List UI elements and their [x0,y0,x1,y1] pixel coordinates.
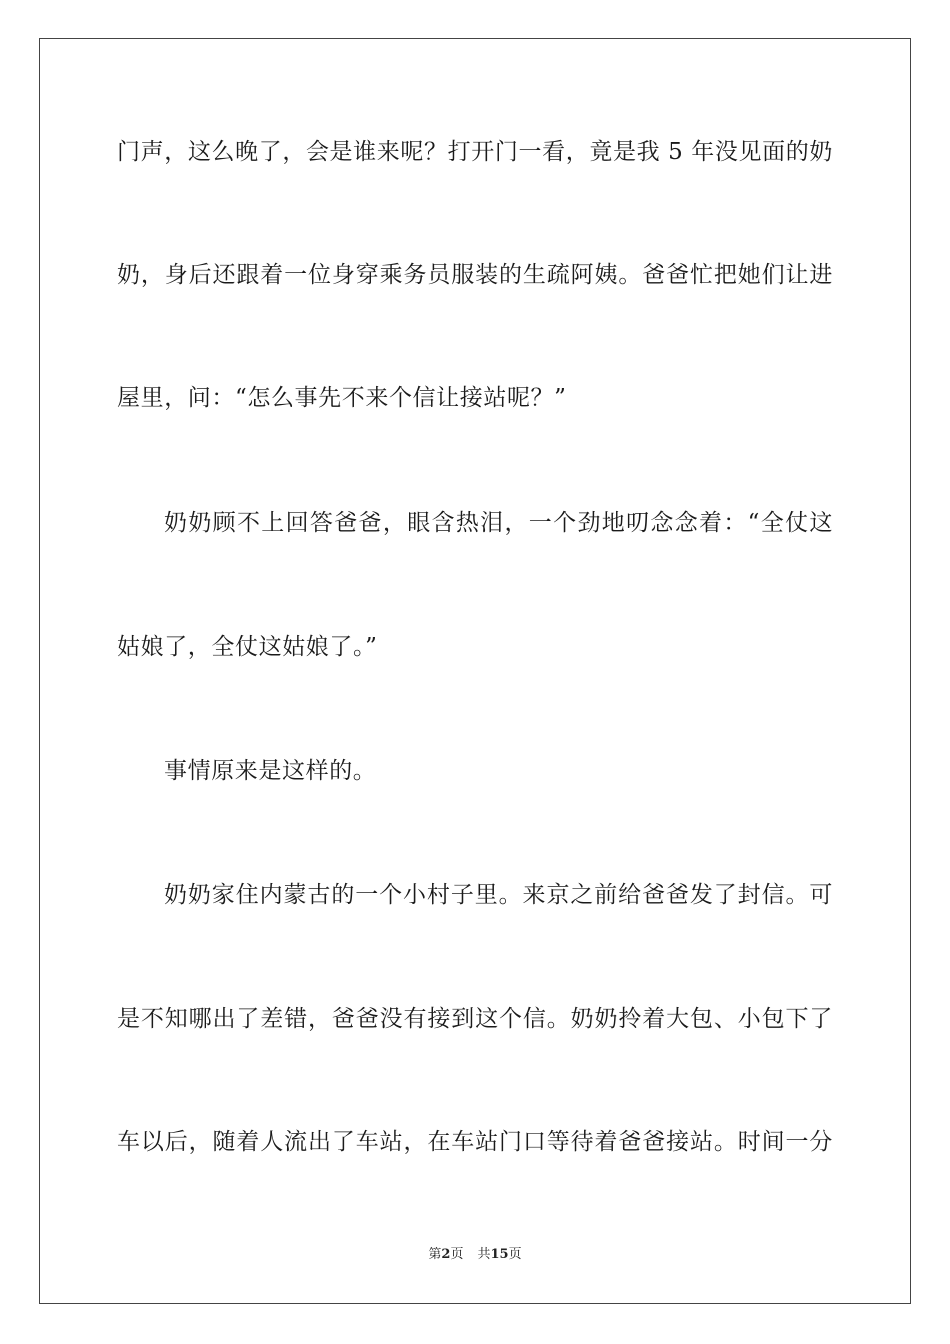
text-line-1: 门声，这么晚了，会是谁来呢？打开门一看，竟是我 5 年没见面的奶 [117,139,833,165]
text-line-9: 车以后，随着人流出了车站，在车站门口等待着爸爸接站。时间一分 [117,1129,833,1155]
page-prefix: 第 [428,1247,442,1262]
text-line-7: 奶奶家住内蒙古的一个小村子里。来京之前给爸爸发了封信。可 [164,882,833,908]
text-line-2: 奶，身后还跟着一位身穿乘务员服装的生疏阿姨。爸爸忙把她们让进 [117,262,833,288]
text-line-3: 屋里，问：“怎么事先不来个信让接站呢？” [117,385,567,411]
text-line-6: 事情原来是这样的。 [164,758,377,784]
page-border [39,38,911,1304]
text-line-4: 奶奶顾不上回答爸爸，眼含热泪，一个劲地叨念念着：“全仗这 [164,510,833,536]
text-line-8: 是不知哪出了差错，爸爸没有接到这个信。奶奶拎着大包、小包下了 [117,1006,833,1032]
page-suffix: 页 [450,1247,464,1262]
page-footer [0,1246,950,1264]
total-prefix: 共 [477,1247,491,1262]
text-line-5: 姑娘了，全仗这姑娘了。” [117,634,378,660]
total-suffix: 页 [508,1247,522,1262]
total-pages: 15 [490,1247,509,1262]
page-number: 2 [441,1247,451,1262]
